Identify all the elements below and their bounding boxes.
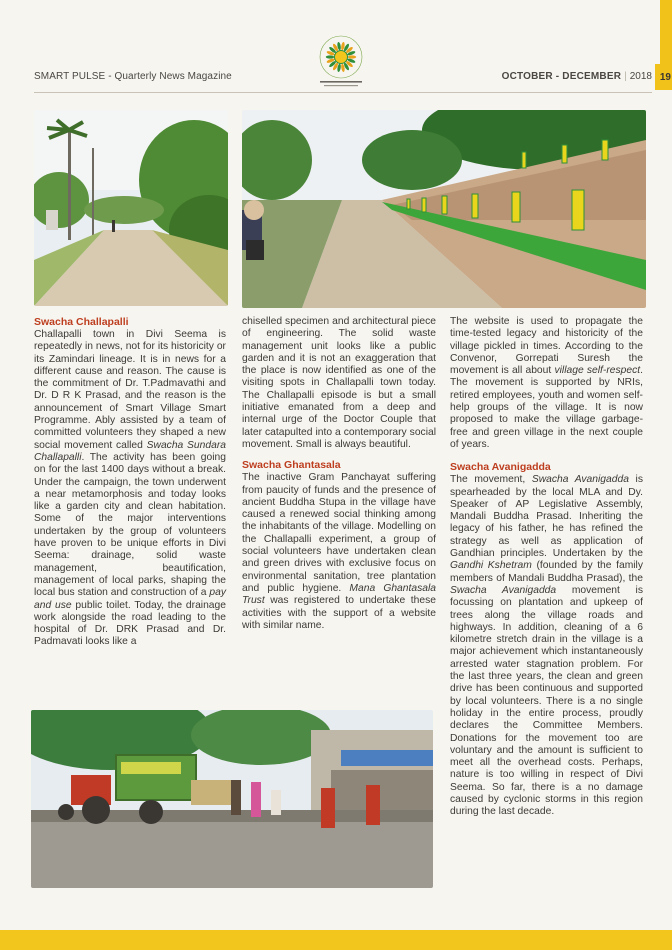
logo-petal xyxy=(348,55,356,58)
section-heading-challapalli: Swacha Challapalli xyxy=(34,316,129,328)
village-road-photo xyxy=(34,110,228,306)
magazine-title: SMART PULSE - Quarterly News Magazine xyxy=(34,71,232,82)
smart-village-logo xyxy=(312,33,370,91)
ghantasala-paragraph: The inactive Gram Panchayat suffering from paucity of funds and the presence of ancient Buddha Stupa in the village have caused a renewed social thinking among the inhabitants of the village. Modelling on the Challapalli experiment, a group of social volunteers have undertaken clean and green drives with exclusive focus on environmental sanitation, tree plantation and public hygiene. Mana Ghantasala Trust was registered to undertake these activities with the support of a website with similar name. xyxy=(242,472,436,631)
green-fence-road-photo xyxy=(242,110,646,308)
street-cleaning-photo xyxy=(31,710,433,888)
challapalli-paragraph: Challapalli town in Divi Seema is repeatedly in news, not for its historicity or its Zamindari lineage. It is in news for a different cause and reason. The cause is the commitment of Dr. T.Padmavathi and Dr. D R K Prasad, and the reason is the announcement of Smart Village Smart Programme. Ably assisted by a team of committed volunteers they shaped a new social movement called Swacha Sundara Challapalli. The activity has been going on for the last 1400 days without a break. Under the campaign, the town underwent a near metamorphosis and today looks like a garden city and clean habitation. Some of the major interventions undertaken by the group of volunteers have proven to be unique efforts in Divi Seema: drainage, solid waste management, beautification, management of local parks, shaping the local bus station and construction of a pay and use public toilet. Today, the drainage work alongside the road leading to the hospital of Dr. DRK Prasad and Dr. Padmavati looks like a xyxy=(34,329,226,648)
column-2 xyxy=(242,316,436,632)
footer-bar xyxy=(0,930,672,950)
issue-year: 2018 xyxy=(629,71,652,82)
avanigadda-paragraph: The movement, Swacha Avanigadda is spearheaded by the local MLA and Dy. Speaker of AP Legislative Assembly, Mandali Buddha Prasad. Inheriting the legacy of his father, he has refined the strategy as well as application of Gandhian principles. Undertaken by the Gandhi Kshetram (founded by the family members of Mandali Buddha Prasad), the Swacha Avanigadda movement is focussing on plantation and upkeep of trees along the village roads and highways. In addition, cleaning of a 6 kilometre stretch drain in the village is a major achievement which instantaneously arrested water stagnation problem. For the last three years, the clean and green drive has been continuous and supported by local volunteers. There is a no single holiday in the entire process, proudly declares the Committee Members. Donations for the movement too are voluntary and the amount is sufficient to meet all the overhead costs. Perhaps, nature is too willing in respect of Divi Seema. So far, there is a no damage caused by cyclonic storms in this region during the last decade. xyxy=(450,474,643,818)
column-3 xyxy=(450,316,643,819)
edge-stripe xyxy=(660,0,672,64)
challapalli-continued-paragraph: chiselled specimen and architectural piece of engineering. The solid waste management unit looks like a public garden and it is not an exaggeration that the place is now identified as one of the visiting spots in Challapalli town today. The Challapalli episode is but a small initiative emanated from a deep and internal urge of the Doctor Couple that later catapulted into a contemporary social movement. Small is always beautiful. xyxy=(242,316,436,450)
section-heading-ghantasala: Swacha Ghantasala xyxy=(242,459,341,472)
issue-period: OCTOBER - DECEMBER xyxy=(501,71,622,82)
issue-info: OCTOBER - DECEMBER | 2018 xyxy=(501,71,652,82)
logo-petal xyxy=(326,55,334,58)
page-number: 19 xyxy=(655,64,672,90)
section-heading-avanigadda: Swacha Avanigadda xyxy=(450,461,551,474)
ghantasala-continued-paragraph: The website is used to propagate the time-tested legacy and historicity of the village pickled in times. According to the Convenor, Gorrepati Suresh the movement is all about village self-respect. The movement is supported by NRIs, retired employees, youth and women self-help groups of the village. It is now proposed to make the village garbage-free and green village in the next couple of years. xyxy=(450,316,643,450)
header-rule xyxy=(34,92,652,93)
column-1 xyxy=(34,316,226,649)
